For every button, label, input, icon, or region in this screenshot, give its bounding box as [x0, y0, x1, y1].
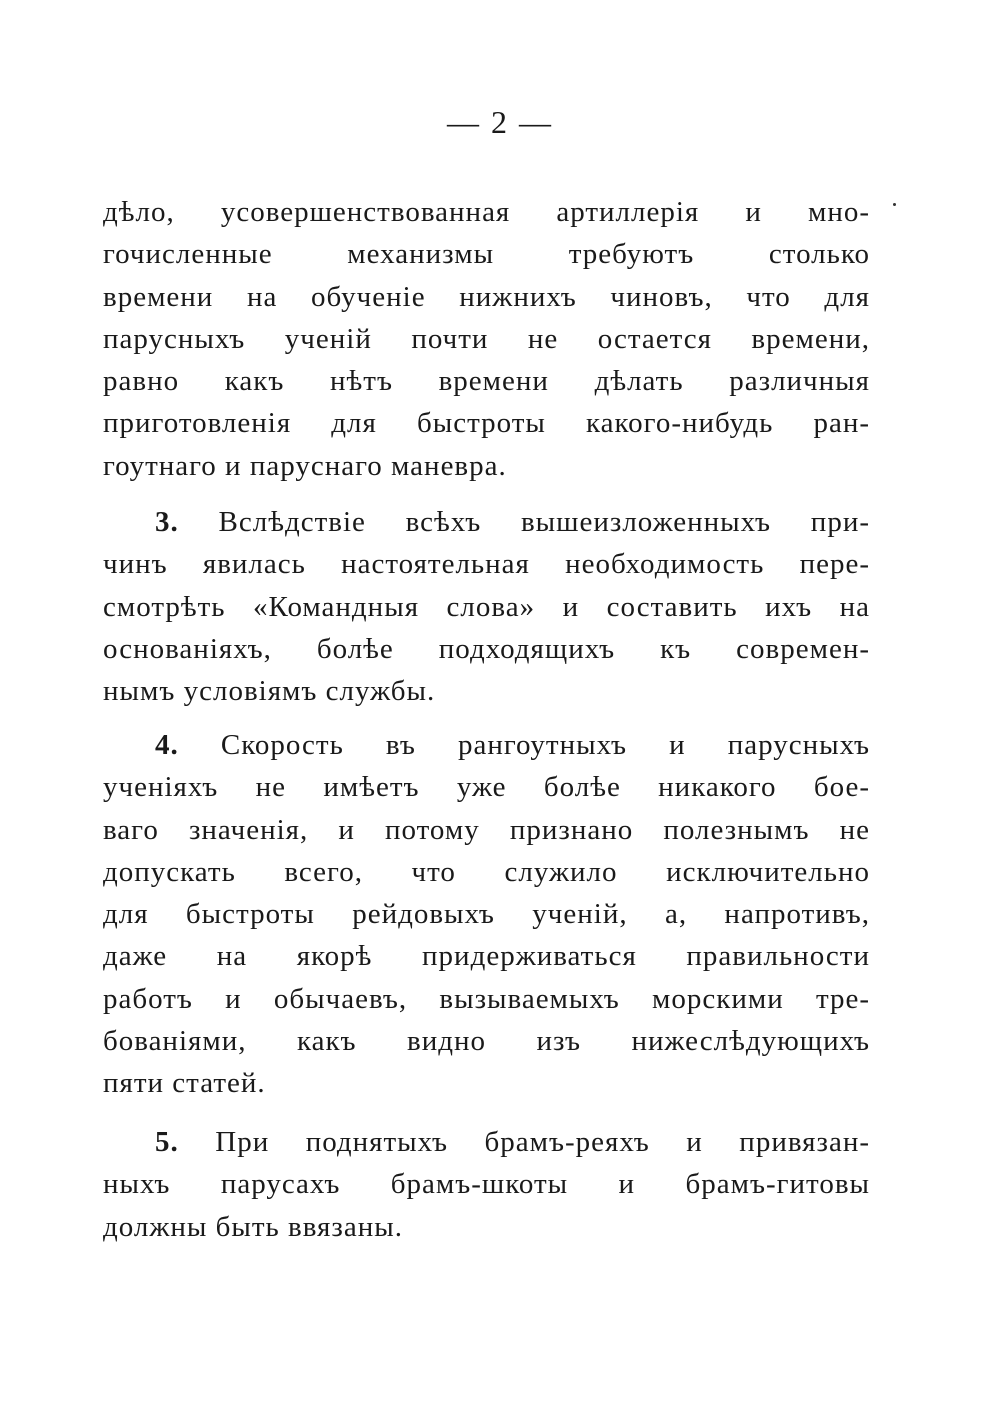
line-text: основаніяхъ, болѣе подходящихъ къ современ-: [103, 632, 870, 665]
text-line: [103, 893, 870, 935]
text-line: [103, 1062, 870, 1104]
line-text: ученіяхъ не имѣетъ уже болѣе никакого бое-: [103, 771, 870, 804]
line-text: пяти статей.: [103, 1067, 266, 1100]
line-text: даже на якорѣ придерживаться правильности: [103, 940, 870, 973]
paragraph-number: 3.: [155, 506, 179, 538]
line-text: нымъ условіямъ службы.: [103, 675, 436, 708]
paragraph-number: 5.: [155, 1126, 179, 1158]
line-text: равно какъ нѣтъ времени дѣлать различныя: [103, 365, 870, 398]
line-text: Скорость въ рангоутныхъ и парусныхъ: [220, 729, 871, 761]
line-text: должны быть ввязаны.: [103, 1210, 403, 1243]
text-line: [103, 501, 870, 543]
line-text: бованіями, какъ видно изъ нижеслѣдующихъ: [103, 1025, 870, 1058]
line-text: Вслѣдствіе всѣхъ вышеизложенныхъ при-: [218, 506, 870, 538]
line-text: смотрѣть «Командныя слова» и составить ихъ на: [103, 590, 870, 623]
paragraph-3: [103, 501, 870, 712]
text-line: [103, 276, 870, 318]
text-line: [103, 978, 870, 1020]
line-text: гоутнаго и паруснаго маневра.: [103, 449, 507, 482]
line-text: ныхъ парусахъ брамъ-шкоты и брамъ-гитовы: [103, 1168, 870, 1201]
text-line: [103, 724, 870, 766]
text-line: [103, 1020, 870, 1062]
paragraph-4: [103, 724, 870, 1105]
paragraph-5: [103, 1121, 870, 1248]
text-line: [103, 360, 870, 402]
text-line: [103, 1121, 870, 1163]
text-line: [103, 1206, 870, 1248]
paragraph-number: 4.: [155, 729, 179, 761]
text-line: [103, 1163, 870, 1205]
line-text: времени на обученіе нижнихъ чиновъ, что для: [103, 280, 870, 313]
text-line: [103, 851, 870, 893]
line-text: чинъ явилась настоятельная необходимость пере-: [103, 548, 870, 581]
line-text: гочисленные механизмы требуютъ столько: [103, 238, 870, 271]
text-line: [103, 586, 870, 628]
text-line: [103, 402, 870, 444]
page-number: — 2 —: [447, 104, 553, 140]
print-speck: [893, 203, 896, 206]
text-line: [103, 191, 870, 233]
text-line: [103, 628, 870, 670]
line-text: ваго значенія, и потому признано полезнымъ не: [103, 813, 870, 846]
text-line: [103, 809, 870, 851]
line-text: При поднятыхъ брамъ-реяхъ и привязан-: [215, 1126, 870, 1158]
line-text: парусныхъ ученій почти не остается времени,: [103, 322, 870, 355]
paragraph-continuation: [103, 191, 870, 487]
line-text: приготовленія для быстроты какого-нибудь ран-: [103, 407, 870, 440]
text-line: [103, 445, 870, 487]
line-text: допускать всего, что служило исключительно: [103, 855, 870, 888]
text-line: [103, 543, 870, 585]
text-line: [103, 670, 870, 712]
text-line: [103, 766, 870, 808]
text-line: [103, 935, 870, 977]
text-line: [103, 318, 870, 360]
line-text: для быстроты рейдовыхъ ученій, а, напротивъ,: [103, 898, 870, 931]
line-text: работъ и обычаевъ, вызываемыхъ морскими тре-: [103, 982, 870, 1015]
text-line: [103, 233, 870, 275]
line-text: дѣло, усовершенствованная артиллерія и мно-: [103, 196, 870, 228]
